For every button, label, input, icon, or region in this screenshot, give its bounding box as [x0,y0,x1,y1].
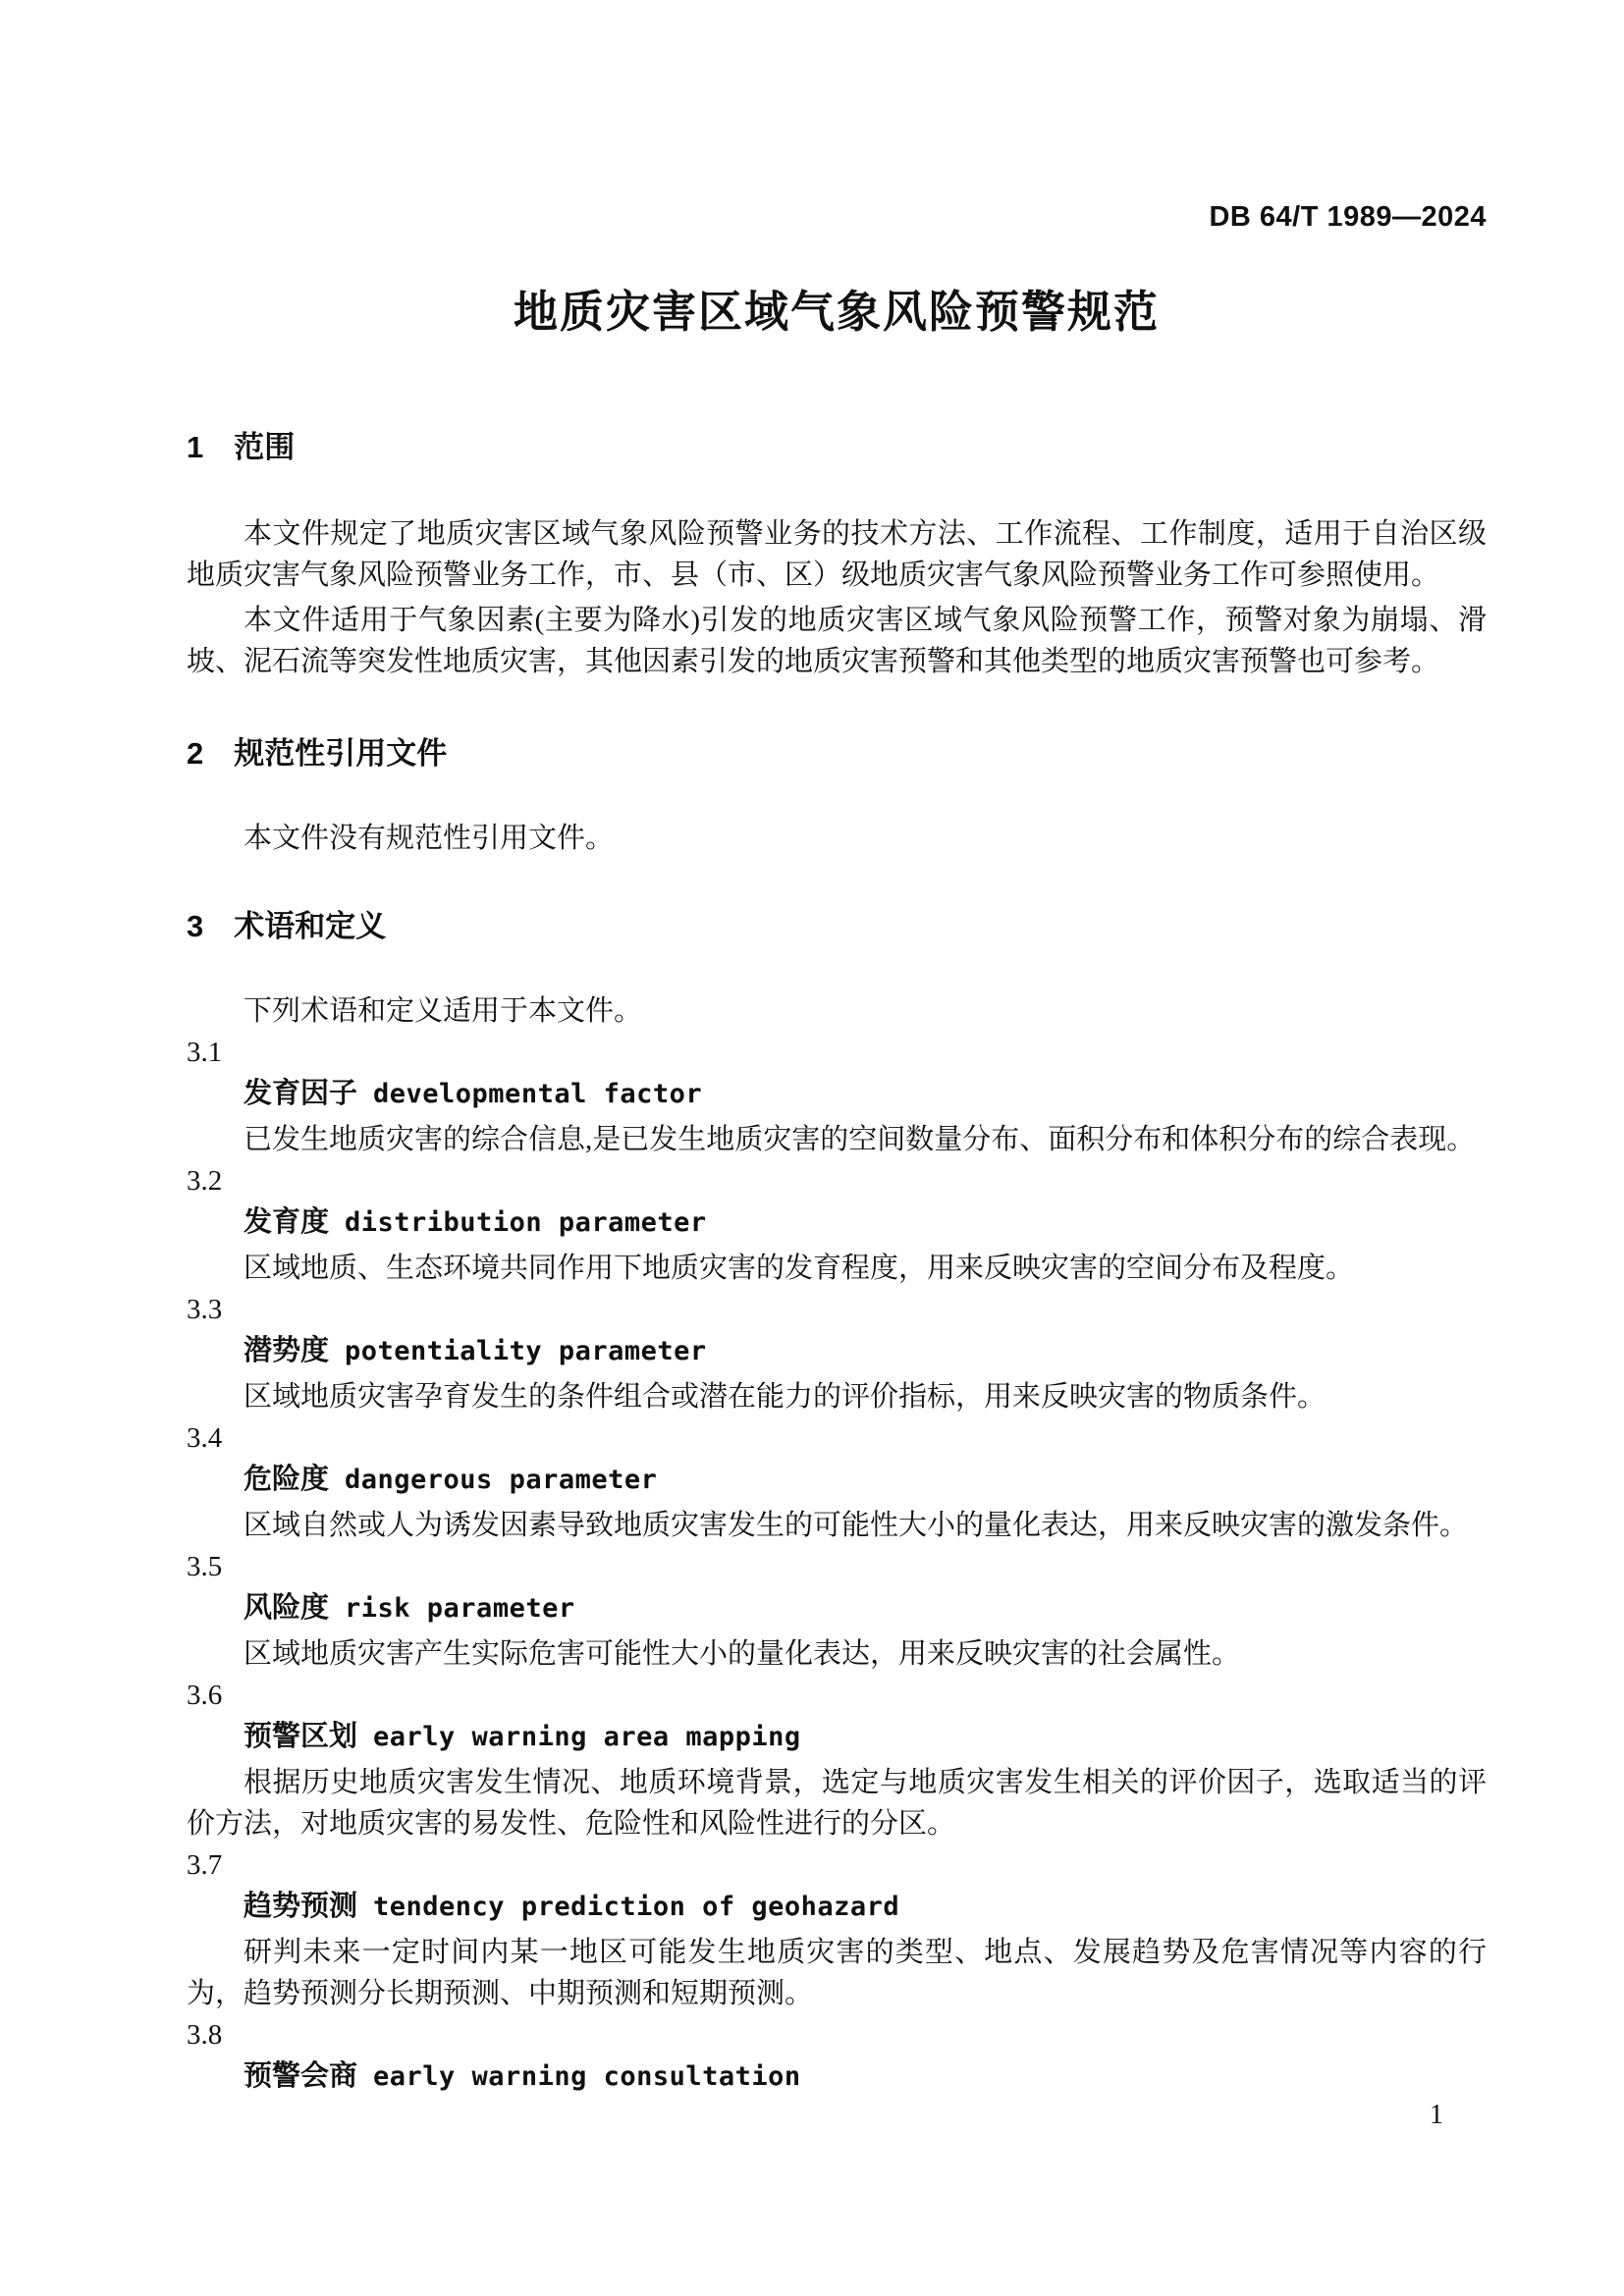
paragraph: 本文件规定了地质灾害区域气象风险预警业务的技术方法、工作流程、工作制度，适用于自治区级地质灾害气象风险预警业务工作，市、县（市、区）级地质灾害气象风险预警业务工作可参照使用。 [187,518,1487,591]
term-title [244,1330,1487,1376]
page-content [187,0,1487,2102]
term-name-en: early warning consultation [373,2061,801,2092]
term-title [244,1459,1487,1505]
section-terms-definitions [187,906,1487,2102]
term-entry [187,1032,1487,1160]
term-entry [187,1546,1487,1675]
term-name-zh: 趋势预测 [244,1891,358,1922]
section-number: 1 [187,430,204,464]
section-normative-references [187,733,1487,859]
section-title: 范围 [234,430,296,464]
term-name-zh: 预警区划 [244,1721,358,1752]
term-name-zh: 发育因子 [244,1078,358,1109]
term-name-zh: 预警会商 [244,2060,358,2092]
section-heading-scope [187,427,1487,468]
term-number: 3.5 [187,1551,223,1582]
term-name-en: risk parameter [345,1593,575,1624]
paragraph: 本文件没有规范性引用文件。 [244,823,615,854]
term-title [244,1716,1487,1762]
term-number: 3.1 [187,1037,223,1068]
term-number: 3.3 [187,1294,223,1325]
section-scope [187,427,1487,682]
term-number: 3.7 [187,1849,223,1881]
term-title [244,1587,1487,1633]
term-number: 3.2 [187,1165,223,1197]
terms-list [187,1032,1487,2102]
paragraph: 本文件适用于气象因素(主要为降水)引发的地质灾害区域气象风险预警工作，预警对象为崩塌、滑坡、泥石流等突发性地质灾害，其他因素引发的地质灾害预警和其他类型的地质灾害预警也可参考。 [187,605,1487,677]
term-definition: 区域自然或人为诱发因素导致地质灾害发生的可能性大小的量化表达，用来反映灾害的激发条件。 [244,1510,1469,1541]
section-number: 2 [187,736,204,771]
term-name-zh: 发育度 [244,1206,330,1238]
term-name-en: distribution parameter [345,1207,707,1238]
term-number: 3.6 [187,1680,223,1711]
term-number: 3.8 [187,2019,223,2051]
term-entry [187,1417,1487,1546]
term-name-zh: 危险度 [244,1464,330,1495]
term-entry [187,1289,1487,1417]
term-entry [187,1160,1487,1289]
term-definition: 研判未来一定时间内某一地区可能发生地质灾害的类型、地点、发展趋势及危害情况等内容的行为，趋势预测分长期预测、中期预测和短期预测。 [187,1937,1487,2009]
term-title [244,1201,1487,1248]
term-name-en: tendency prediction of geohazard [373,1892,900,1922]
section-heading-terms-definitions [187,906,1487,947]
term-title [244,2056,1487,2102]
term-number: 3.4 [187,1422,223,1454]
term-entry [187,1675,1487,1844]
section-title: 规范性引用文件 [234,736,448,771]
term-name-zh: 潜势度 [244,1335,330,1366]
term-name-en: dangerous parameter [345,1465,658,1495]
document-title: 地质灾害区域气象风险预警规范 [513,287,1160,337]
section-title: 术语和定义 [234,909,387,943]
section-heading-normative-references [187,733,1487,774]
paragraph: 下列术语和定义适用于本文件。 [244,995,643,1027]
standard-number: DB 64/T 1989—2024 [1209,201,1487,233]
term-entry [187,1844,1487,2014]
term-name-en: early warning area mapping [373,1722,801,1752]
term-title [244,1886,1487,1932]
section-number: 3 [187,909,204,943]
term-definition: 区域地质、生态环境共同作用下地质灾害的发育程度，用来反映灾害的空间分布及程度。 [244,1253,1355,1284]
term-name-zh: 风险度 [244,1592,330,1624]
page-number: 1 [1430,2100,1443,2130]
term-name-en: potentiality parameter [345,1336,707,1366]
term-name-en: developmental factor [373,1079,703,1109]
term-entry [187,2014,1487,2102]
term-definition: 根据历史地质灾害发生情况、地质环境背景，选定与地质灾害发生相关的评价因子，选取适当的评价方法，对地质灾害的易发性、危险性和风险性进行的分区。 [187,1767,1487,1840]
term-definition: 区域地质灾害孕育发生的条件组合或潜在能力的评价指标，用来反映灾害的物质条件。 [244,1381,1326,1413]
term-definition: 区域地质灾害产生实际危害可能性大小的量化表达，用来反映灾害的社会属性。 [244,1638,1241,1670]
term-title [244,1073,1487,1119]
term-definition: 已发生地质灾害的综合信息,是已发生地质灾害的空间数量分布、面积分布和体积分布的综合表现。 [244,1124,1476,1155]
